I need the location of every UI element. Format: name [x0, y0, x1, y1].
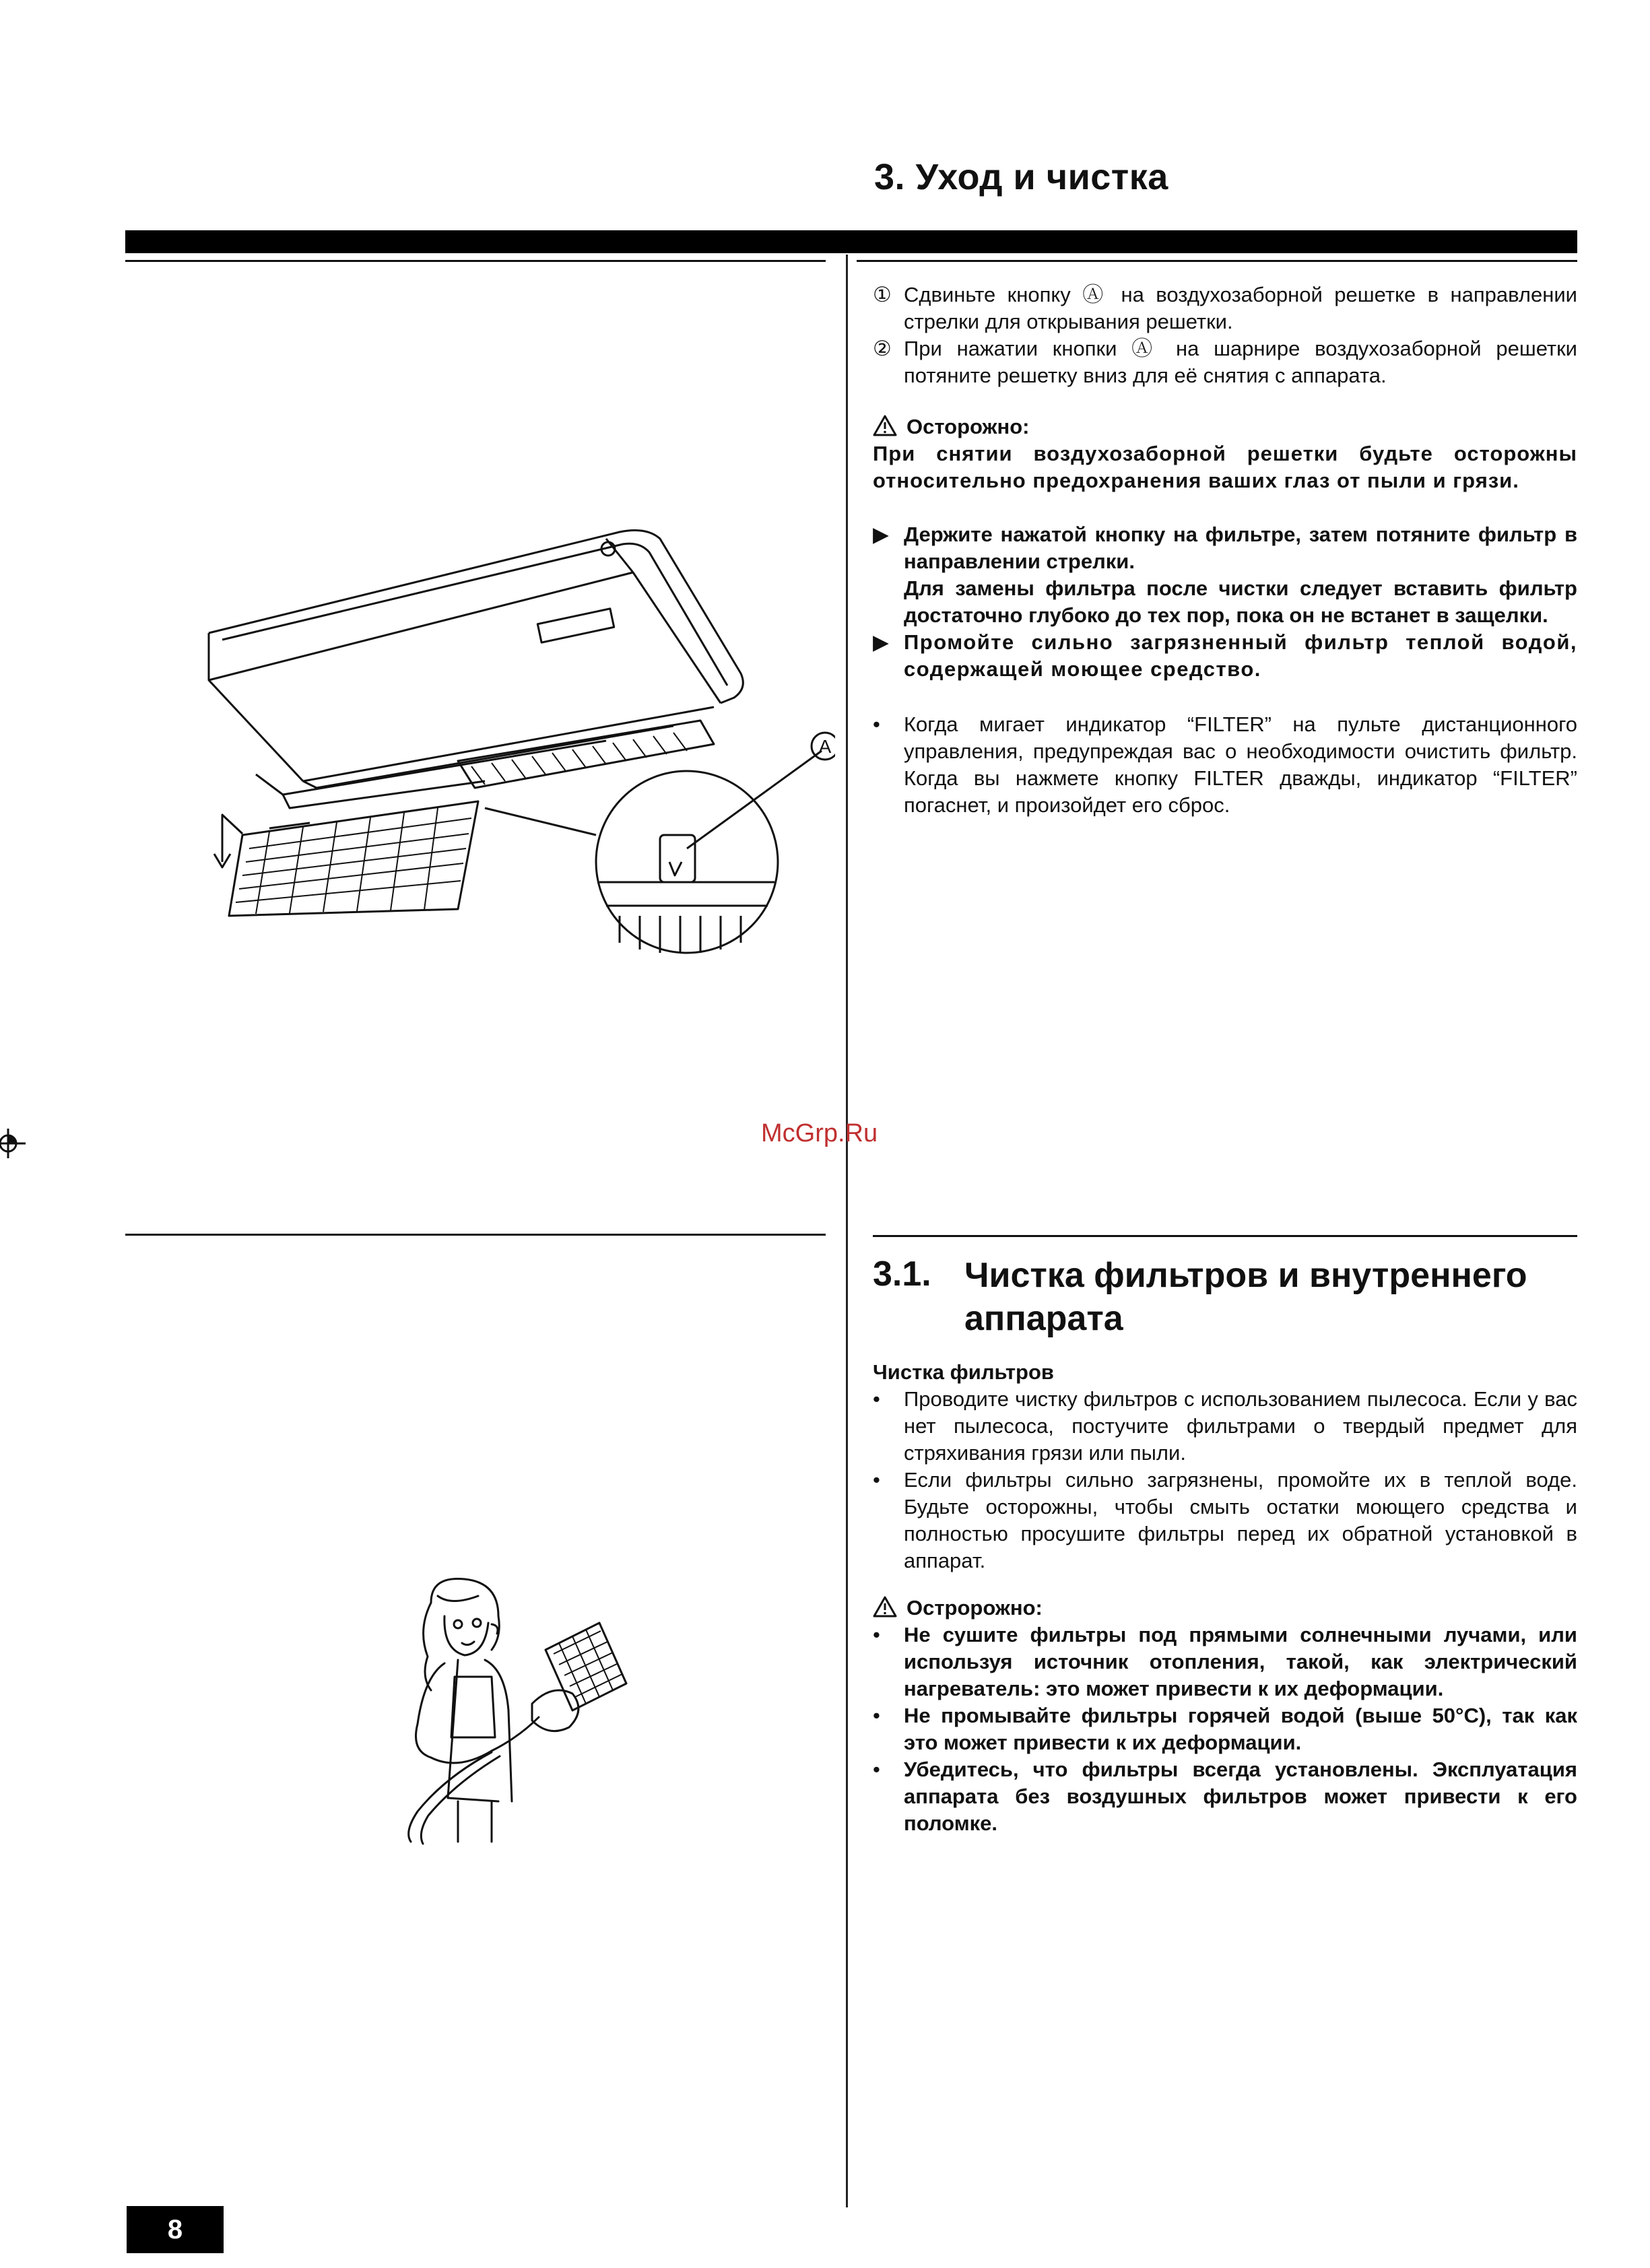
caution-bullet-3	[873, 1756, 1577, 1837]
bullet-marker: •	[873, 1623, 880, 1646]
play-arrow-icon: ▶	[873, 523, 889, 546]
warning-triangle-icon	[873, 415, 897, 436]
section-caution-label: Остророжно:	[906, 1596, 1043, 1620]
caution-1-heading	[873, 413, 1577, 440]
step-1-marker: ①	[873, 283, 892, 306]
filter-note-bullet: •	[873, 712, 880, 736]
section-number: 3.1.	[873, 1255, 931, 1294]
page-number: 8	[127, 2206, 224, 2253]
section-caution-heading	[873, 1595, 1577, 1622]
arrow-item-1	[873, 521, 1577, 629]
play-arrow-icon: ▶	[873, 630, 889, 654]
title-bar	[125, 230, 1577, 253]
warning-triangle-icon	[873, 1596, 897, 1617]
arrow-item-2	[873, 629, 1577, 683]
right-top-rule	[857, 260, 1577, 262]
section-bullet-1	[873, 1386, 1577, 1467]
column-divider	[846, 255, 848, 2207]
caution-bullet-3-text: Убедитесь, что фильтры всегда установлены. Эксплуатация аппарата без воздушных фильтров может привести к его поломке.	[904, 1758, 1577, 1835]
caution-bullet-1	[873, 1622, 1577, 1702]
filter-note	[873, 711, 1577, 819]
section-bullet-2-text: Если фильтры сильно загрязнены, промойте их в теплой воде. Будьте осторожны, чтобы смыть остатки моющего средства и полностью просушите фильтры перед их обратной установкой в аппарат.	[904, 1468, 1577, 1572]
section-title: Чистка фильтров и внутреннего аппарата	[964, 1256, 1527, 1338]
callout-label: A	[818, 736, 832, 757]
step-2-marker: ②	[873, 337, 892, 360]
vacuum-cleaning-figure	[391, 1576, 633, 1845]
section-body	[873, 1359, 1577, 1837]
registration-mark-icon	[0, 1123, 27, 1164]
step-1-text: Сдвиньте кнопку Ⓐ на воздухозаборной решетке в направлении стрелки для открывания решетки.	[904, 283, 1577, 333]
arrow-item-1-body	[904, 521, 1577, 629]
caution-block-1	[873, 413, 1577, 494]
caution-bullet-1-text: Не сушите фильтры под прямыми солнечными лучами, или используя источник отопления, такой, как электрический нагреватель: это может привести к их деформации.	[904, 1623, 1577, 1700]
watermark: McGrp.Ru	[761, 1119, 878, 1147]
step-2-text: При нажатии кнопки Ⓐ на шарнире воздухозаборной решетки потяните решетку вниз для её снятия с аппарата.	[904, 337, 1577, 387]
caution-1-label: Осторожно:	[906, 415, 1030, 438]
section-bullet-2	[873, 1467, 1577, 1574]
left-mid-rule	[125, 1234, 826, 1236]
bullet-marker: •	[873, 1758, 880, 1781]
caution-bullet-2-text: Не промывайте фильтры горячей водой (выше 50°C), так как это может привести к их деформации.	[904, 1704, 1577, 1754]
page-title: 3. Уход и чистка	[874, 157, 1168, 197]
left-top-rule	[125, 260, 826, 262]
bullet-marker: •	[873, 1387, 880, 1411]
caution-bullet-2	[873, 1702, 1577, 1756]
air-conditioner-figure	[202, 512, 835, 970]
bullet-marker: •	[873, 1704, 880, 1727]
arrow-item-1-line-1: Держите нажатой кнопку на фильтре, затем потяните фильтр в направлении стрелки.	[904, 523, 1577, 573]
step-2	[873, 335, 1577, 389]
arrow-block	[873, 521, 1577, 683]
right-mid-rule	[873, 1235, 1577, 1237]
section-subhead: Чистка фильтров	[873, 1360, 1054, 1384]
bullet-marker: •	[873, 1468, 880, 1492]
step-1	[873, 281, 1577, 335]
arrow-item-1-line-2: Для замены фильтра после чистки следует вставить фильтр достаточно глубоко до тех пор, пока он не встанет в защелки.	[904, 576, 1577, 627]
section-bullet-1-text: Проводите чистку фильтров с использованием пылесоса. Если у вас нет пылесоса, постучите фильтрами о твердый предмет для стряхивания грязи или пыли.	[904, 1387, 1577, 1465]
steps-block	[873, 281, 1577, 389]
arrow-item-2-line-1: Промойте сильно загрязненный фильтр теплой водой, содержащей моющее средство.	[904, 630, 1577, 681]
filter-note-text: Когда мигает индикатор “FILTER” на пульте дистанционного управления, предупреждая вас о необходимости очистить фильтр. Когда вы нажмете кнопку FILTER дважды, индикатор “FILTER” погаснет, и произойдет его сброс.	[904, 712, 1577, 817]
caution-1-text: При снятии воздухозаборной решетки будьте осторожны относительно предохранения ваших глаз от пыли и грязи.	[873, 442, 1577, 492]
